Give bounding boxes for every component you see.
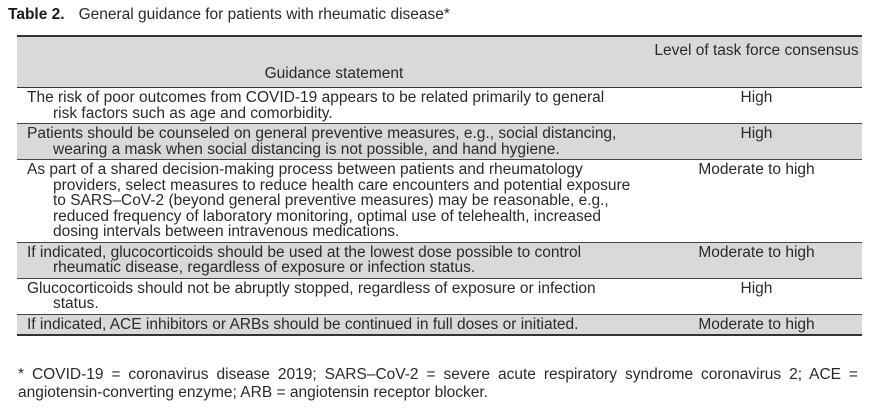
table-row [17,242,862,278]
table-title: General guidance for patients with rheumatic disease* [78,6,450,23]
guidance-statement: The risk of poor outcomes from COVID-19 appears to be related primarily to general risk factors such as age and comorbidity. [27,89,605,122]
table-footnote: * COVID-19 = coronavirus disease 2019; SARS–CoV-2 = severe acute respiratory syndrome coronavirus 2; ACE = angiotensin-converting enzyme; ARB = angiotensin receptor blocker. [18,366,858,401]
table-row [17,159,862,242]
table-number: Table 2. [8,6,65,23]
table-row [17,88,862,123]
guidance-statement: If indicated, glucocorticoids should be used at the lowest dose possible to control rheumatic disease, regardless of exposure or infection status. [27,243,582,276]
guidance-statement: Patients should be counseled on general preventive measures, e.g., social distancing, wearing a mask when social distancing is not possible, and hand hygiene. [27,125,617,158]
header-guidance-statement: Guidance statement [264,65,404,82]
consensus-level: High [740,89,773,106]
table-body [17,88,862,334]
table-header [17,37,862,88]
guidance-table [17,35,862,336]
table-row [17,278,862,314]
table-row [17,314,862,335]
consensus-level: High [740,279,773,297]
consensus-level: Moderate to high [698,315,815,333]
guidance-statement: Glucocorticoids should not be abruptly stopped, regardless of exposure or infection status. [27,279,596,312]
header-consensus-level: Level of task force consensus [654,42,859,59]
consensus-level: Moderate to high [698,243,815,261]
consensus-level: Moderate to high [698,161,815,178]
guidance-statement: If indicated, ACE inhibitors or ARBs should be continued in full doses or initiated. [27,315,579,333]
consensus-level: High [740,125,773,142]
guidance-statement: As part of a shared decision-making process between patients and rheumatology providers, select measures to reduce health care encounters and potential exposure to SARS–CoV-2 (beyond general preventive measures) may be reasonable, e.g., reduced frequency of laboratory monitoring, optimal use of telehealth, increased dosing intervals between intravenous medications. [27,161,631,240]
table-row [17,123,862,159]
table-caption [8,6,450,24]
